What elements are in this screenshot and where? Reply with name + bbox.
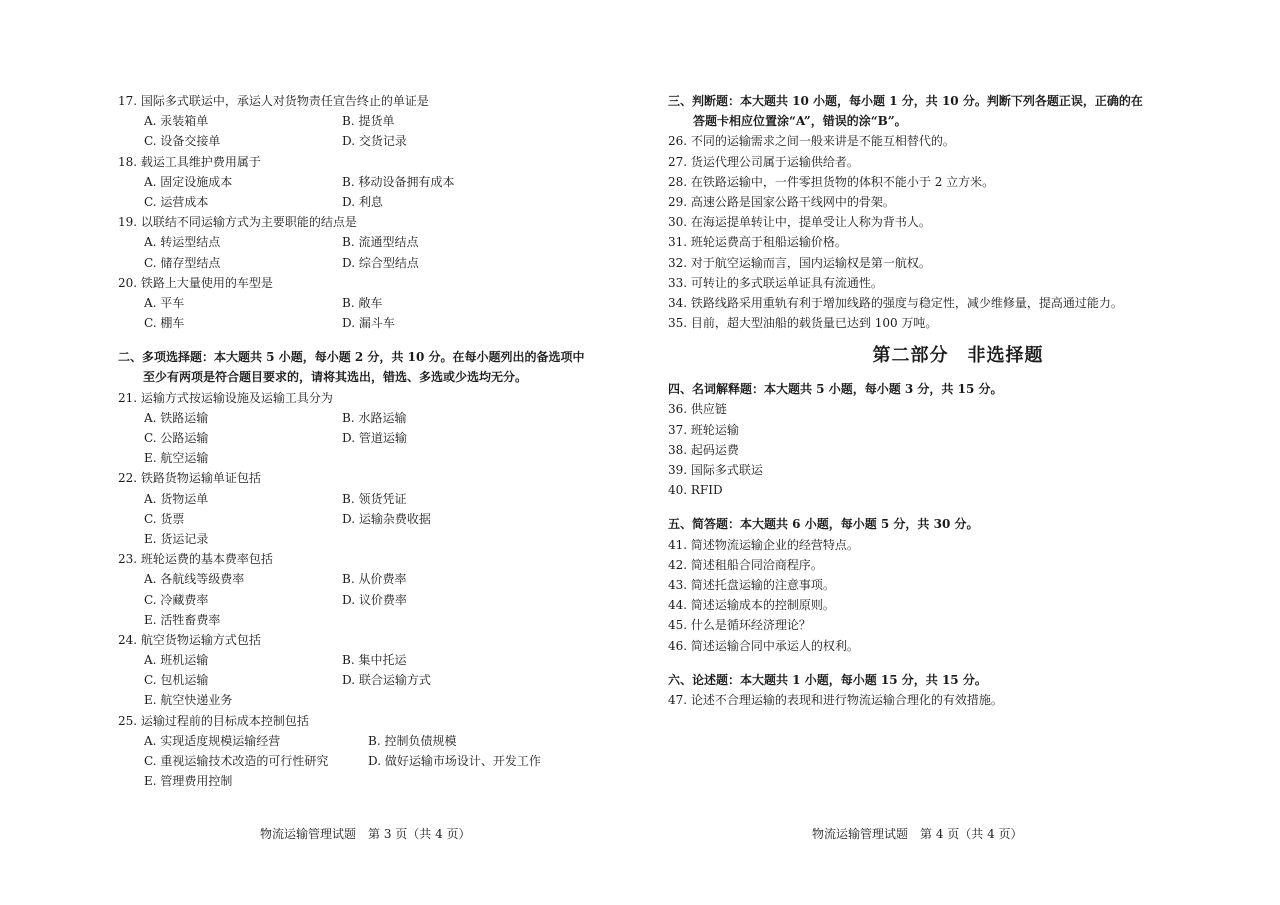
option: B. 水路运输 (342, 410, 407, 425)
option: C. 运营成本 (144, 194, 209, 209)
short-answer-item: 43. 简述托盘运输的注意事项。 (668, 577, 835, 592)
section-gap (118, 333, 618, 347)
option: E. 航空运输 (144, 451, 209, 466)
option: C. 包机运输 (144, 673, 209, 688)
option: A. 实现适度规模运输经营 (144, 733, 281, 748)
question-stem: 25. 运输过程前的目标成本控制包括 (118, 713, 309, 728)
section-heading-cont: 至少有两项是符合题目要求的，请将其选出，错选、多选或少选均无分。 (143, 370, 528, 385)
section-heading: 二、多项选择题：本大题共 5 小题，每小题 2 分，共 10 分。在每小题列出的备选项中 (118, 350, 585, 365)
option-row (118, 509, 618, 529)
option: D. 运输杂费收据 (342, 511, 431, 526)
option: C. 冷藏费率 (144, 592, 209, 607)
option: B. 领货凭证 (342, 491, 407, 506)
question-stem: 23. 班轮运费的基本费率包括 (118, 552, 273, 567)
judgment-item: 27. 货运代理公司属于运输供给者。 (668, 154, 859, 169)
term-item: 40. RFID (668, 483, 723, 498)
option: B. 移动设备拥有成本 (342, 174, 455, 189)
option: A. 平车 (144, 295, 185, 310)
term-item: 38. 起码运费 (668, 442, 739, 457)
option-row (118, 448, 618, 468)
judgment-item: 34. 铁路线路采用重轨有利于增加线路的强度与稳定性，减少维修量，提高通过能力。 (668, 295, 1123, 310)
option: C. 储存型结点 (144, 255, 221, 270)
option: A. 铁路运输 (144, 410, 209, 425)
option: C. 货票 (144, 511, 185, 526)
judgment-item: 28. 在铁路运输中，一件零担货物的体积不能小于 2 立方米。 (668, 174, 995, 189)
option: A. 班机运输 (144, 653, 209, 668)
judgment-item: 35. 目前，超大型油船的载货量已达到 100 万吨。 (668, 316, 938, 331)
option-row (118, 131, 618, 151)
option: E. 货运记录 (144, 531, 209, 546)
question-stem: 24. 航空货物运输方式包括 (118, 632, 261, 647)
option-row (118, 172, 618, 192)
option-row (118, 232, 618, 252)
page-4-content (668, 91, 1248, 710)
short-answer-item: 46. 简述运输合同中承运人的权利。 (668, 638, 859, 653)
section-heading-cont: 答题卡相应位置涂“A”，错误的涂“B”。 (693, 114, 907, 129)
section-gap (668, 500, 1248, 514)
term-item: 36. 供应链 (668, 402, 727, 417)
page-footer: 物流运输管理试题 第 3 页（共 4 页） (260, 827, 471, 841)
option-row (118, 111, 618, 131)
page-footer: 物流运输管理试题 第 4 页（共 4 页） (812, 827, 1023, 841)
question-stem: 18. 载运工具维护费用属于 (118, 154, 261, 169)
option: D. 综合型结点 (342, 255, 419, 270)
section-heading: 三、判断题：本大题共 10 小题，每小题 1 分，共 10 分。判断下列各题正误，正确的在 (668, 94, 1143, 108)
option-row (118, 253, 618, 273)
part-heading: 第二部分 非选择题 (872, 345, 1044, 367)
option: D. 联合运输方式 (342, 673, 431, 688)
option-row (118, 293, 618, 313)
option-row (118, 650, 618, 670)
question-stem: 21. 运输方式按运输设施及运输工具分为 (118, 390, 333, 405)
option: D. 做好运输市场设计、开发工作 (368, 754, 541, 768)
question-stem: 20. 铁路上大量使用的车型是 (118, 275, 273, 290)
essay-item: 47. 论述不合理运输的表现和进行物流运输合理化的有效措施。 (668, 692, 1003, 707)
short-answer-item: 45. 什么是循环经济理论？ (668, 618, 811, 633)
option: D. 交货记录 (342, 134, 407, 149)
option-row (118, 408, 618, 428)
option-row (118, 529, 618, 549)
exam-page-4 (640, 0, 1280, 905)
option: D. 漏斗车 (342, 316, 395, 331)
option-row (118, 489, 618, 509)
judgment-item: 29. 高速公路是国家公路干线网中的骨架。 (668, 194, 895, 209)
option-row (118, 771, 618, 791)
short-answer-item: 42. 简述租船合同洽商程序。 (668, 557, 823, 572)
section-heading: 六、论述题：本大题共 1 小题，每小题 15 分，共 15 分。 (668, 672, 987, 687)
option-row (118, 670, 618, 690)
option: C. 棚车 (144, 316, 185, 331)
term-item: 39. 国际多式联运 (668, 463, 763, 477)
option: C. 重视运输技术改造的可行性研究 (144, 754, 329, 768)
short-answer-item: 41. 简述物流运输企业的经营特点。 (668, 537, 859, 552)
option: A. 转运型结点 (144, 235, 221, 250)
judgment-item: 33. 可转让的多式联运单证具有流通性。 (668, 275, 883, 290)
question-stem: 17. 国际多式联运中，承运人对货物责任宣告终止的单证是 (118, 94, 429, 108)
option: C. 设备交接单 (144, 134, 221, 149)
option: B. 流通型结点 (342, 235, 419, 250)
section-heading: 四、名词解释题：本大题共 5 小题，每小题 3 分，共 15 分。 (668, 382, 1003, 397)
option: E. 活牲畜费率 (144, 612, 221, 627)
option: D. 议价费率 (342, 592, 407, 607)
option-row (118, 751, 618, 771)
page-3-content (118, 91, 618, 791)
option: E. 航空快递业务 (144, 693, 233, 708)
short-answer-item: 44. 简述运输成本的控制原则。 (668, 598, 835, 613)
term-item: 37. 班轮运输 (668, 422, 739, 437)
option-row (118, 590, 618, 610)
option: B. 控制负债规模 (368, 733, 457, 748)
option-row (118, 690, 618, 710)
option: D. 管道运输 (342, 431, 407, 445)
option-row (118, 610, 618, 630)
option: B. 从价费率 (342, 572, 407, 587)
option: B. 集中托运 (342, 653, 407, 668)
judgment-item: 32. 对于航空运输而言，国内运输权是第一航权。 (668, 255, 931, 270)
section-gap (668, 656, 1248, 670)
question-stem: 19. 以联结不同运输方式为主要职能的结点是 (118, 215, 357, 230)
option-row (118, 731, 618, 751)
option: E. 管理费用控制 (144, 774, 233, 789)
judgment-item: 30. 在海运提单转让中，提单受让人称为背书人。 (668, 215, 931, 230)
option: D. 利息 (342, 194, 383, 209)
option: A. 汞装箱单 (144, 114, 209, 129)
judgment-item: 26. 不同的运输需求之间一般来讲是不能互相替代的。 (668, 134, 955, 149)
option-row (118, 313, 618, 333)
option-row (118, 569, 618, 589)
option: A. 货物运单 (144, 491, 209, 506)
option: A. 固定设施成本 (144, 174, 233, 189)
judgment-item: 31. 班轮运费高于租船运输价格。 (668, 235, 847, 250)
option-row (118, 428, 618, 448)
option-row (118, 192, 618, 212)
question-stem: 22. 铁路货物运输单证包括 (118, 471, 261, 486)
option: B. 敞车 (342, 295, 383, 310)
option: C. 公路运输 (144, 431, 209, 445)
section-heading: 五、简答题：本大题共 6 小题，每小题 5 分，共 30 分。 (668, 517, 979, 532)
option: A. 各航线等级费率 (144, 572, 245, 587)
option: B. 提货单 (342, 114, 395, 129)
